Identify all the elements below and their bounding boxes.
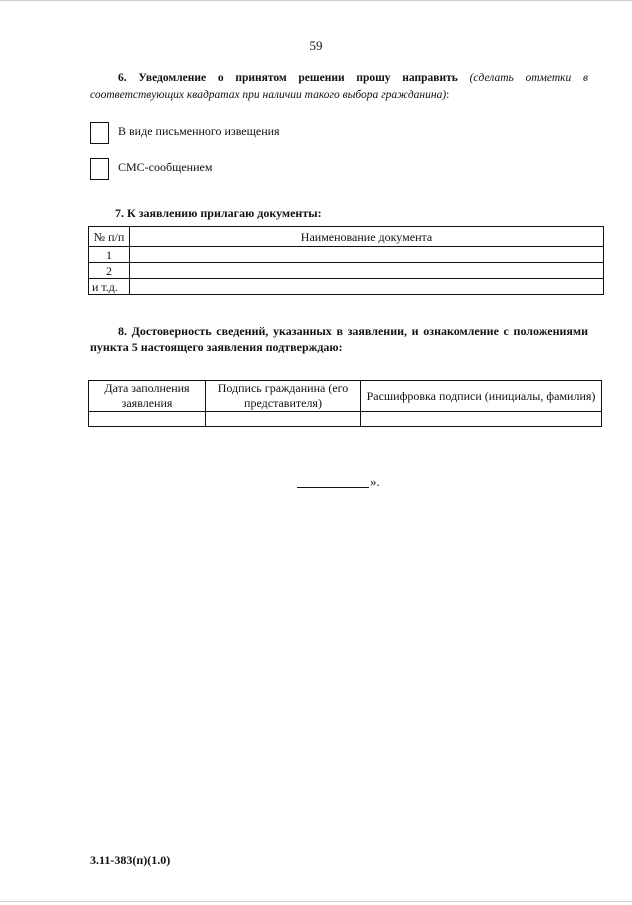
page-number: 59	[309, 38, 323, 53]
document-code: 3.11-383(п)(1.0)	[90, 853, 171, 867]
signature-decoding-cell[interactable]	[361, 412, 602, 427]
column-header-signature-decoding: Расшифровка подписи (инициалы, фамилия)	[361, 381, 602, 412]
checkbox-sms[interactable]	[90, 158, 109, 180]
section-6-tail: :	[446, 89, 450, 101]
document-name-cell[interactable]	[130, 279, 604, 295]
checkbox-label-written-notice: В виде письменного извещения	[118, 124, 280, 138]
column-header-document-name: Наименование документа	[130, 227, 604, 247]
document-name-cell[interactable]	[130, 263, 604, 279]
checkbox-label-sms: СМС-сообщением	[118, 160, 213, 174]
scan-bottom-edge	[0, 901, 632, 902]
column-header-number: № п/п	[89, 227, 130, 247]
table-row	[89, 247, 604, 263]
signature-cell[interactable]	[206, 412, 361, 427]
section-6-paragraph	[90, 70, 588, 104]
documents-table	[88, 226, 604, 295]
confirmation-table	[88, 380, 602, 427]
table-row	[89, 412, 602, 427]
signature-line[interactable]	[297, 474, 369, 488]
table-header-row	[89, 381, 602, 412]
signature-line-end: ».	[370, 474, 380, 489]
table-row	[89, 279, 604, 295]
column-header-signature: Подпись гражданина (его представителя)	[206, 381, 361, 412]
table-header-row	[89, 227, 604, 247]
row-number: и т.д.	[89, 279, 130, 295]
column-header-date: Дата заполнения заявления	[89, 381, 206, 412]
table-row	[89, 263, 604, 279]
document-name-cell[interactable]	[130, 247, 604, 263]
row-number: 2	[89, 263, 130, 279]
section-6-note: (сделать отметки в соответствующих квадратах при наличии такого выбора гражданина)	[90, 72, 588, 101]
section-6-lead: 6. Уведомление о принятом решении прошу направить	[118, 72, 458, 84]
row-number: 1	[89, 247, 130, 263]
section-8-paragraph: 8. Достоверность сведений, указанных в заявлении, и ознакомление с положениями пункта 5 настоящего заявления подтверждаю:	[90, 324, 588, 354]
section-7-title: 7. К заявлению прилагаю документы:	[115, 206, 322, 220]
scan-top-edge	[0, 0, 632, 1]
date-cell[interactable]	[89, 412, 206, 427]
checkbox-written-notice[interactable]	[90, 122, 109, 144]
